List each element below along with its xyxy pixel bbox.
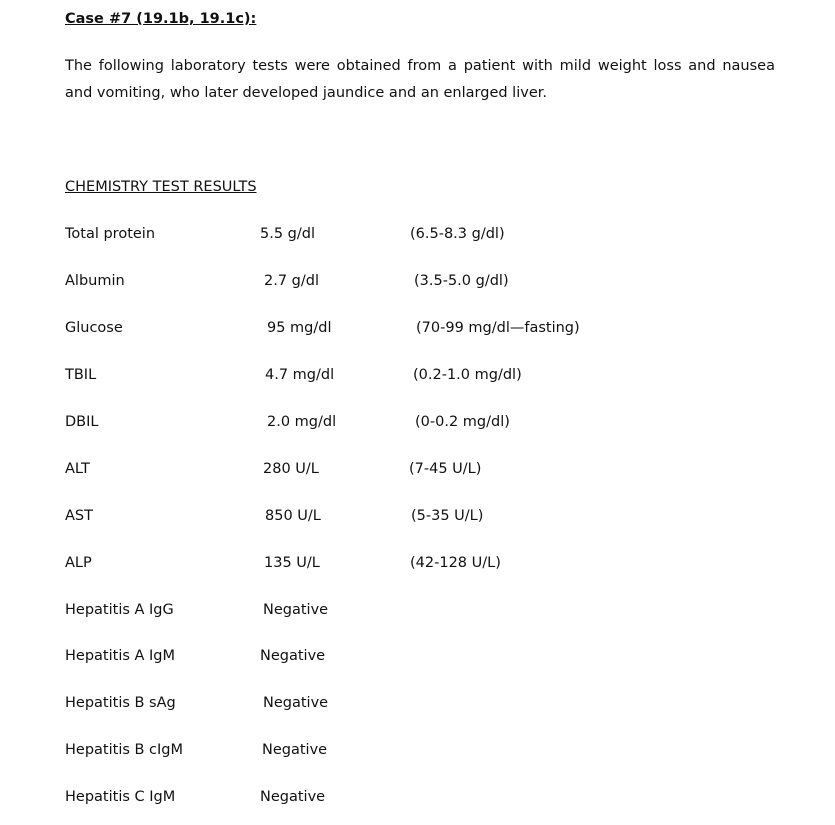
test-name: Glucose bbox=[65, 320, 123, 336]
reference-range: (0.2-1.0 mg/dl) bbox=[413, 367, 522, 383]
test-value: 95 mg/dl bbox=[267, 320, 332, 336]
reference-range: (7-45 U/L) bbox=[409, 461, 482, 477]
test-name: ALP bbox=[65, 555, 92, 571]
result-row bbox=[0, 271, 835, 291]
test-name: Total protein bbox=[65, 226, 156, 242]
result-row bbox=[0, 412, 835, 432]
result-row bbox=[0, 693, 835, 713]
test-name: Hepatitis C IgM bbox=[65, 789, 176, 805]
test-value: 4.7 mg/dl bbox=[265, 367, 335, 383]
reference-range: (0-0.2 mg/dl) bbox=[415, 414, 510, 430]
test-value: 5.5 g/dl bbox=[260, 226, 315, 242]
test-value: Negative bbox=[260, 789, 326, 805]
reference-range: (70-99 mg/dl—fasting) bbox=[416, 320, 580, 336]
test-value: Negative bbox=[262, 742, 328, 758]
result-row bbox=[0, 553, 835, 573]
test-name: Hepatitis A IgG bbox=[65, 602, 174, 618]
test-name: Hepatitis A IgM bbox=[65, 648, 176, 664]
test-name: Hepatitis B cIgM bbox=[65, 742, 184, 758]
test-name: AST bbox=[65, 508, 93, 524]
test-value: Negative bbox=[263, 602, 329, 618]
result-row bbox=[0, 365, 835, 385]
test-name: Hepatitis B sAg bbox=[65, 695, 176, 711]
test-value: 2.0 mg/dl bbox=[267, 414, 337, 430]
test-value: 2.7 g/dl bbox=[264, 273, 319, 289]
test-value: 850 U/L bbox=[265, 508, 321, 524]
result-row bbox=[0, 787, 835, 807]
case-title: Case #7 (19.1b, 19.1c): bbox=[65, 11, 257, 27]
reference-range: (42-128 U/L) bbox=[410, 555, 501, 571]
reference-range: (6.5-8.3 g/dl) bbox=[410, 226, 505, 242]
test-value: Negative bbox=[263, 695, 329, 711]
case-intro: The following laboratory tests were obtained from a patient with mild weight loss and nausea and vomiting, who later developed jaundice and an enlarged liver. bbox=[65, 58, 775, 101]
test-name: Albumin bbox=[65, 273, 125, 289]
reference-range: (3.5-5.0 g/dl) bbox=[414, 273, 509, 289]
result-row bbox=[0, 318, 835, 338]
test-name: ALT bbox=[65, 461, 90, 477]
test-name: TBIL bbox=[65, 367, 97, 383]
result-row bbox=[0, 600, 835, 620]
test-value: 135 U/L bbox=[264, 555, 320, 571]
test-value: 280 U/L bbox=[263, 461, 319, 477]
result-row bbox=[0, 646, 835, 666]
test-value: Negative bbox=[260, 648, 326, 664]
section-heading: CHEMISTRY TEST RESULTS bbox=[65, 179, 257, 195]
result-row bbox=[0, 506, 835, 526]
result-row bbox=[0, 224, 835, 244]
reference-range: (5-35 U/L) bbox=[411, 508, 484, 524]
test-name: DBIL bbox=[65, 414, 99, 430]
result-row bbox=[0, 459, 835, 479]
result-row bbox=[0, 740, 835, 760]
